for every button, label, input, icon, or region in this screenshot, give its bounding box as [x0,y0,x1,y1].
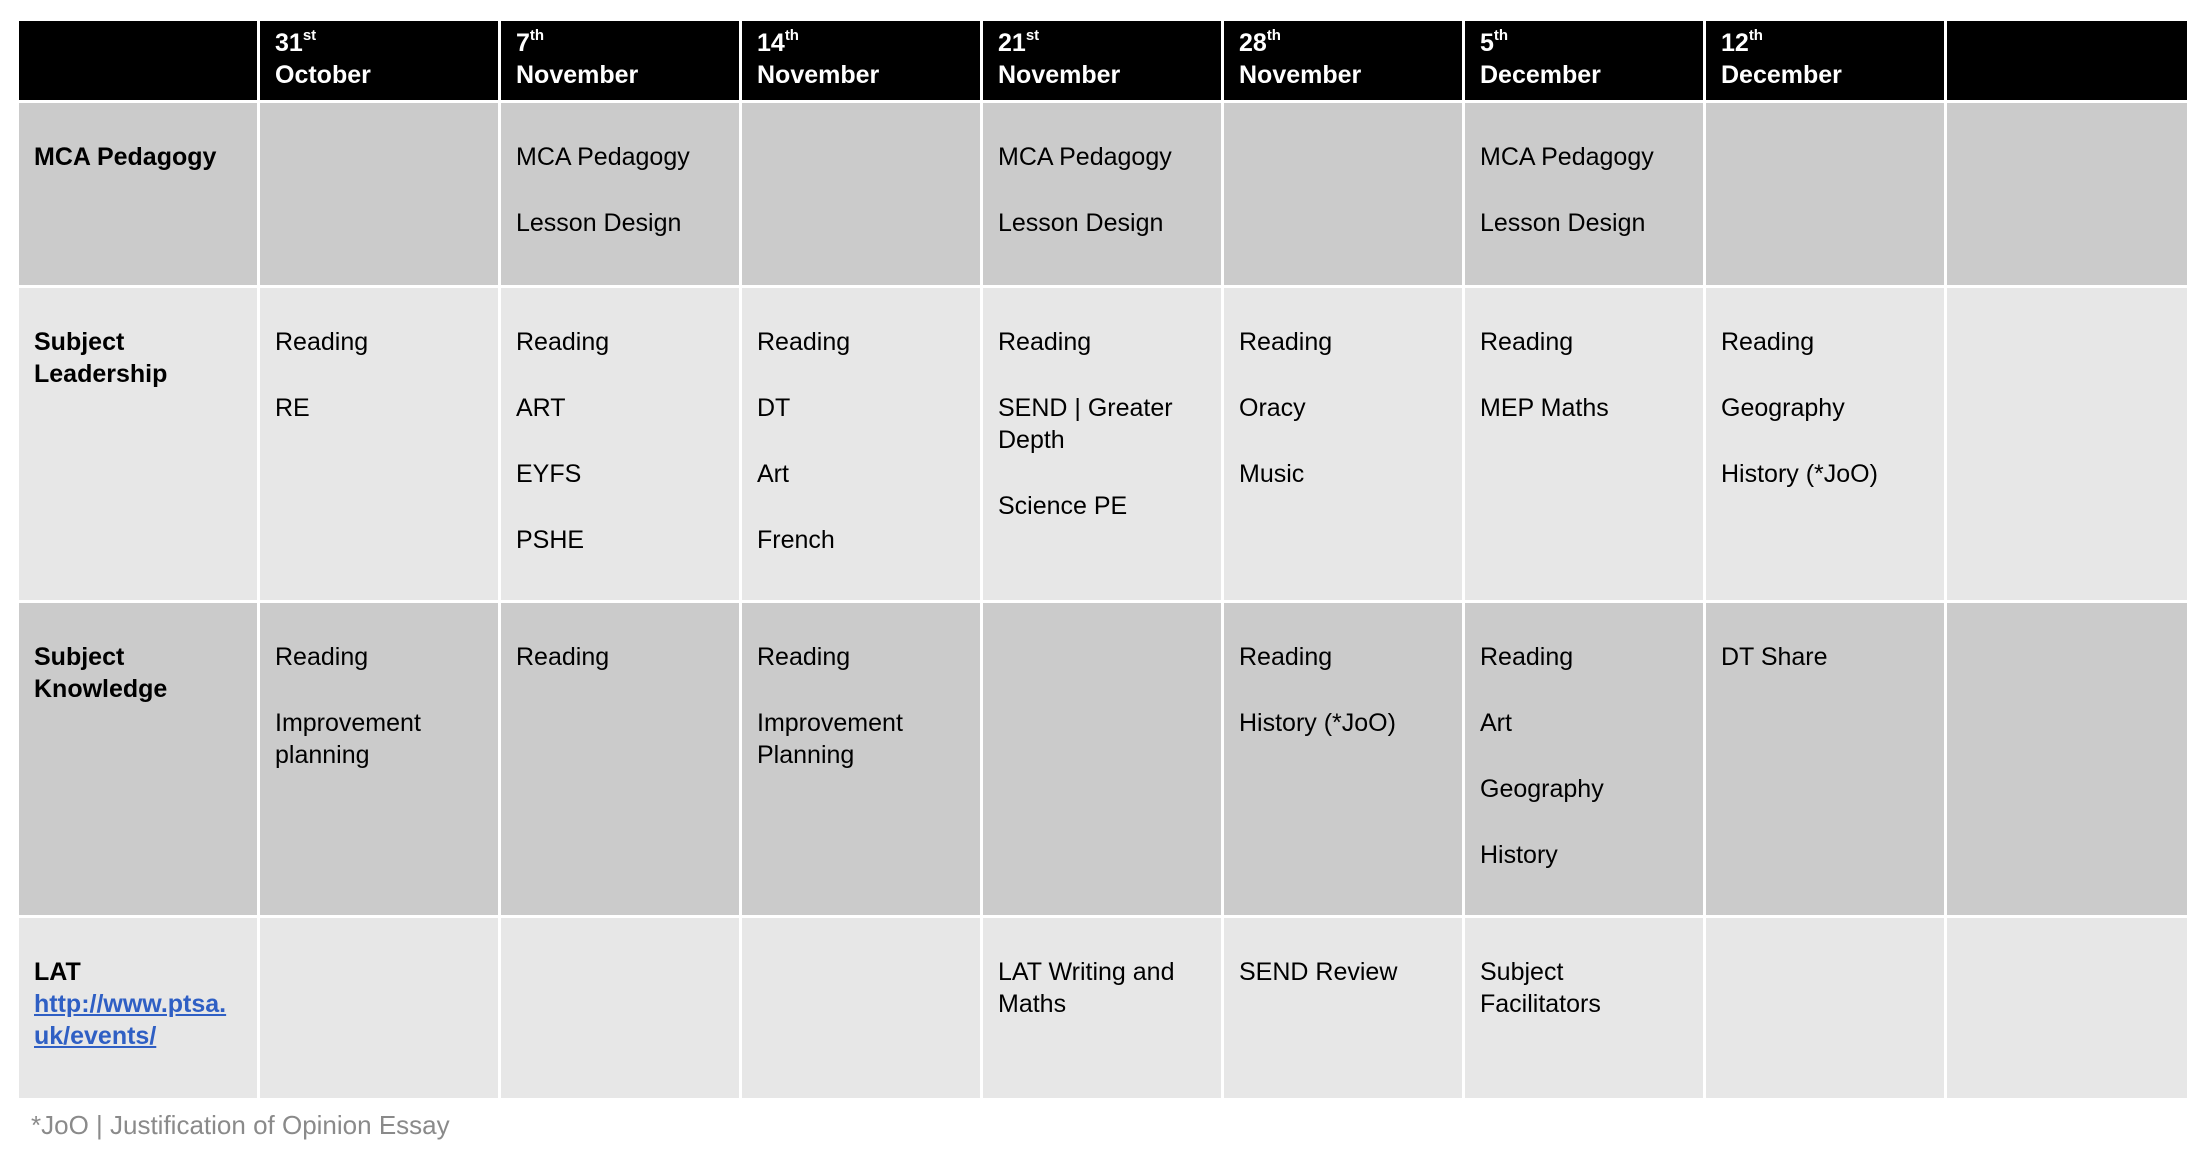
schedule-cell [1464,287,1705,602]
schedule-cell [982,917,1223,1100]
cell-entry: Science PE [998,492,1128,520]
header-date: 14th November [741,20,982,102]
cell-entry: PSHE [516,526,585,554]
cell-entry: Reading [757,328,851,356]
row-label-text: LAT [34,958,81,986]
cell-entry: Reading [516,328,610,356]
cell-entry: MEP Maths [1480,394,1609,422]
schedule-cell [500,102,741,287]
cell-entry: Art [1480,709,1512,737]
schedule-cell [259,102,500,287]
cell-entry: Reading [275,643,369,671]
cell-entry: MCA Pedagogy [1480,143,1654,171]
cell-entry: Reading [1239,643,1333,671]
schedule-cell [1705,287,1946,602]
events-link[interactable]: http://www.ptsa. uk/events/ [34,990,227,1050]
schedule-cell [741,102,982,287]
header-empty [1946,20,2189,102]
schedule-cell [982,102,1223,287]
cell-entry: SEND | Greater Depth [998,394,1173,454]
cell-entry: History (*JoO) [1721,460,1878,488]
cell-entry: Improvement planning [275,709,421,769]
cell-entry: Lesson Design [998,209,1164,237]
header-date: 28th November [1223,20,1464,102]
cell-entry: History [1480,841,1558,869]
schedule-cell [1946,102,2189,287]
schedule-cell [1223,287,1464,602]
cell-entry: MCA Pedagogy [516,143,690,171]
table-row [18,287,2189,602]
cell-entry: EYFS [516,460,582,488]
schedule-cell [741,917,982,1100]
cell-entry: Reading [1239,328,1333,356]
cell-entry: LAT Writing and Maths [998,958,1175,1018]
schedule-cell [1705,917,1946,1100]
header-date: 31st October [259,20,500,102]
cell-entry: ART [516,394,566,422]
cell-entry: Reading [275,328,369,356]
cell-entry: DT Share [1721,643,1828,671]
cell-entry: Lesson Design [516,209,682,237]
schedule-cell [1705,102,1946,287]
cell-entry: French [757,526,835,554]
row-label [18,102,259,287]
cell-entry: Music [1239,460,1305,488]
schedule-cell [1223,917,1464,1100]
cell-entry: Reading [757,643,851,671]
cell-entry: SEND Review [1239,958,1398,986]
row-label [18,287,259,602]
row-label-text: Subject Leadership [34,328,168,388]
header-date: 12th December [1705,20,1946,102]
schedule-cell [500,602,741,917]
schedule-cell [1464,602,1705,917]
cell-entry: History (*JoO) [1239,709,1396,737]
schedule-cell [1946,602,2189,917]
schedule-table [16,18,2190,1101]
cell-entry: Reading [1480,643,1574,671]
header-date: 5th December [1464,20,1705,102]
schedule-cell [1223,602,1464,917]
header-date: 21st November [982,20,1223,102]
schedule-cell [500,287,741,602]
table-row [18,602,2189,917]
schedule-cell [1464,102,1705,287]
cell-entry: Geography [1480,775,1604,803]
schedule-cell [1464,917,1705,1100]
schedule-cell [1946,917,2189,1100]
table-row [18,917,2189,1100]
cell-entry: Reading [1480,328,1574,356]
schedule-cell [1223,102,1464,287]
header-corner [18,20,259,102]
schedule-cell [500,917,741,1100]
schedule-cell [741,602,982,917]
footnote: *JoO | Justification of Opinion Essay [31,1110,450,1140]
row-label-text: MCA Pedagogy [34,143,217,171]
cell-entry: Reading [998,328,1092,356]
cell-entry: RE [275,394,310,422]
cell-entry: Art [757,460,789,488]
schedule-cell [1946,287,2189,602]
row-label [18,917,259,1100]
schedule-cell [982,602,1223,917]
cell-entry: DT [757,394,791,422]
cell-entry: MCA Pedagogy [998,143,1172,171]
row-label [18,602,259,917]
cell-entry: Reading [516,643,610,671]
cell-entry: Subject Facilitators [1480,958,1601,1018]
cell-entry: Lesson Design [1480,209,1646,237]
header-date: 7th November [500,20,741,102]
row-label-text: Subject Knowledge [34,643,168,703]
schedule-cell [982,287,1223,602]
schedule-cell [741,287,982,602]
table-row [18,102,2189,287]
cell-entry: Oracy [1239,394,1306,422]
schedule-cell [259,602,500,917]
cell-entry: Improvement Planning [757,709,903,769]
schedule-cell [259,917,500,1100]
schedule-cell [259,287,500,602]
cell-entry: Geography [1721,394,1845,422]
header-row [18,20,2189,102]
schedule-cell [1705,602,1946,917]
cell-entry: Reading [1721,328,1815,356]
